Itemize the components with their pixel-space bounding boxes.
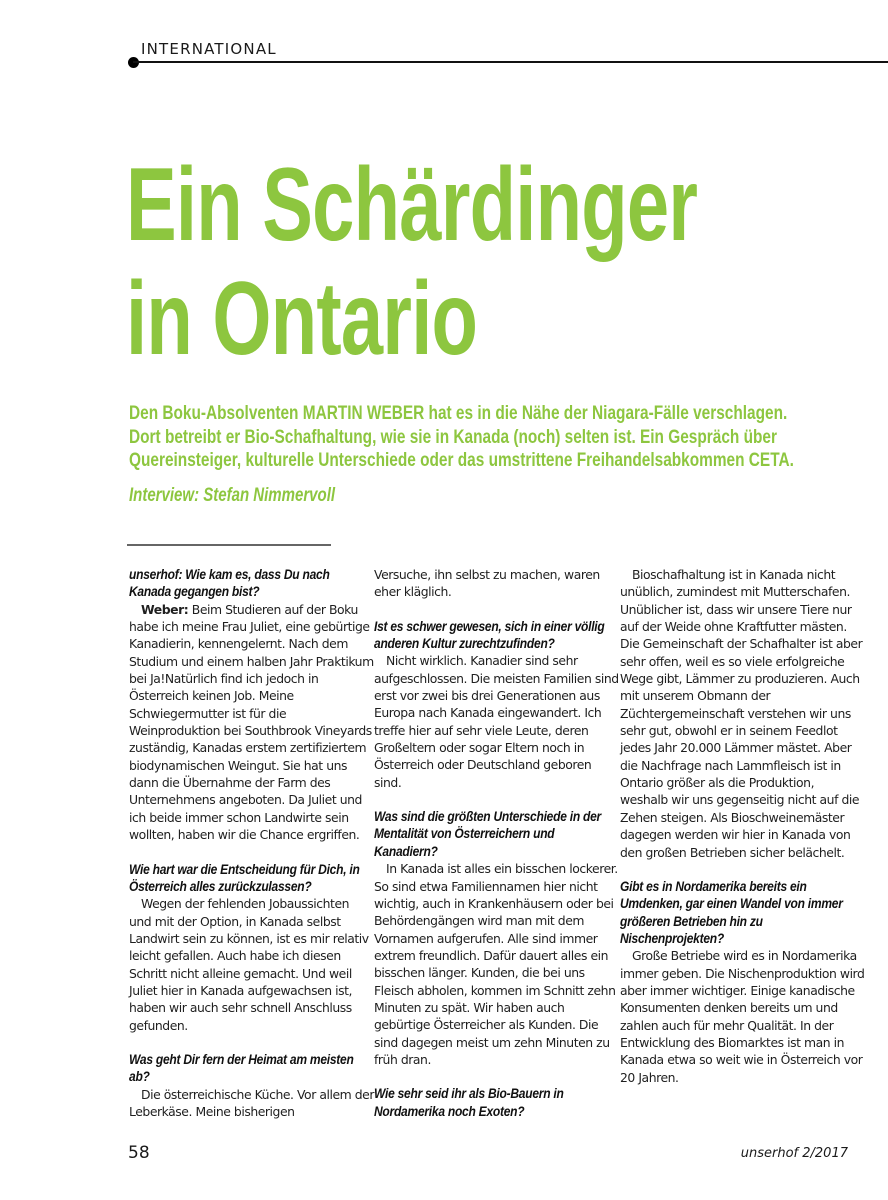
question: Was sind die größten Unterschiede in der Mentalität von Österreichern und Kanadiern?	[374, 808, 601, 859]
speaker-label: Weber:	[141, 601, 189, 617]
paragraph-gap	[129, 1034, 374, 1051]
answer: Nicht wirklich. Kanadier sind sehr aufgeschlossen. Die meisten Familien sind erst vor zwei bis drei Generationen aus Europa nach Kanada eingewandert. Ich treffe hier auf sehr viele Leute, deren Großeltern oder sogar Eltern noch in Österreich oder Deutschland geboren sind.	[374, 653, 619, 790]
answer	[129, 601, 374, 844]
lead-line-3: Quereinsteiger, kulturelle Unterschiede oder das umstrittene Freihandelsabkommen CETA.	[129, 449, 794, 471]
headline-line-2: in Ontario	[126, 261, 478, 377]
section-label: INTERNATIONAL	[141, 40, 277, 58]
byline: Interview: Stefan Nimmervoll	[129, 485, 336, 506]
answer-continued: Versuche, ihn selbst zu machen, waren eher kläglich.	[374, 567, 600, 600]
answer: Bioschafhaltung ist in Kanada nicht unüblich, zumindest mit Mutterschafen. Unüblicher ist, dass wir unsere Tiere nur auf der Weide ohne Kraftfutter mästen. Die Gemeinschaft der Schafhalter ist aber sehr offen, weil es so viele erfolgreiche Wege gibt, Lämmer zu produzieren. Auch mit unserem Obmann der Züchtergemeinschaft verstehen wir uns sehr gut, obwohl er in seinem Feedlot jedes Jahr 20.000 Lämmer mästet. Aber die Nachfrage nach Lammfleisch ist in Ontario größer als die Produktion, weshalb wir uns gegenseitig nicht auf die Zehen steigen. Als Bioschweinemäster dagegen werden wir hier in Kanada von den großen Betrieben sicher belächelt.	[620, 567, 863, 860]
paragraph-gap	[374, 601, 619, 618]
answer: In Kanada ist alles ein bisschen lockerer. So sind etwa Familiennamen hier nicht wichtig, auch in Krankenhäusern oder bei Behördengängen wird man mit dem Vornamen aufgerufen. Alle sind immer extrem freundlich. Dafür dauert alles ein bisschen länger. Kunden, die bei uns Fleisch abholen, kommen im Schnitt zehn Minuten zu spät. Wir haben auch gebürtige Österreicher als Kunden. Die sind dagegen meist um zehn Minuten zu früh dran.	[374, 861, 618, 1067]
question: unserhof: Wie kam es, dass Du nach Kanada gegangen bist?	[129, 566, 330, 600]
answer: Große Betriebe wird es in Nordamerika immer geben. Die Nischenproduktion wird aber immer wichtiger. Einige kanadische Konsumenten denken bereits um und zahlen auch für mehr Qualität. In der Entwicklung des Biomarktes ist man in Kanada etwa so weit wie in Österreich vor 20 Jahren.	[620, 948, 865, 1085]
headline	[126, 148, 697, 376]
paragraph-gap	[374, 791, 619, 808]
column-1	[129, 566, 374, 1120]
lead-paragraph	[129, 402, 840, 473]
lead-line-1: Den Boku-Absolventen MARTIN WEBER hat es in die Nähe der Niagara-Fälle verschlagen.	[129, 402, 788, 424]
page-number: 58	[128, 1143, 150, 1163]
headline-line-1: Ein Schärdinger	[126, 147, 698, 263]
answer: Die österreichische Küche. Vor allem der Leberkäse. Meine bisherigen	[129, 1086, 374, 1119]
lead-line-2: Dort betreibt er Bio-Schafhaltung, wie sie in Kanada (noch) selten ist. Ein Gespräch über	[129, 425, 777, 448]
top-divider	[133, 61, 888, 63]
paragraph-gap	[129, 844, 374, 861]
question: Gibt es in Nordamerika bereits ein Umdenken, gar einen Wandel von immer größeren Betrieben hin zu Nischenprojekten?	[620, 877, 843, 946]
question: Ist es schwer gewesen, sich in einer völlig anderen Kultur zurechtzufinden?	[374, 617, 605, 652]
answer-text: Beim Studieren auf der Boku habe ich meine Frau Juliet, eine gebürtige Kanadierin, kennengelernt. Nach dem Studium und einem halben Jahr Praktikum bei Ja!Natürlich find ich jedoch in Österreich keinen Job. Meine Schwiegermutter ist für die Weinproduktion bei Southbrook Vineyards zuständig, Kanadas erstem zertifiziertem biodynamischen Weingut. Sie hat uns dann die Übernahme der Farm des Unternehmens angeboten. Da Juliet und ich beide immer schon Landwirte sein wollten, haben wir die Chance ergriffen.	[129, 601, 374, 843]
answer: Wegen der fehlenden Jobaussichten und mit der Option, in Kanada selbst Landwirt sein zu können, ist es mir relativ leicht gefallen. Auch habe ich diesen Schritt nicht alleine gemacht. Und weil Juliet hier in Kanada aufgewachsen ist, haben wir auch sehr schnell Anschluss gefunden.	[129, 896, 369, 1033]
question: Wie sehr seid ihr als Bio-Bauern in Nordamerika noch Exoten?	[374, 1085, 564, 1119]
paragraph-gap	[374, 1068, 619, 1085]
paragraph-gap	[620, 861, 865, 878]
short-divider	[127, 544, 331, 546]
question: Wie hart war die Entscheidung für Dich, in Österreich alles zurückzulassen?	[129, 860, 360, 894]
column-2	[374, 566, 619, 1120]
column-3	[620, 566, 865, 1086]
question: Was geht Dir fern der Heimat am meisten ab?	[129, 1050, 354, 1085]
issue-label: unserhof 2/2017	[740, 1146, 848, 1161]
